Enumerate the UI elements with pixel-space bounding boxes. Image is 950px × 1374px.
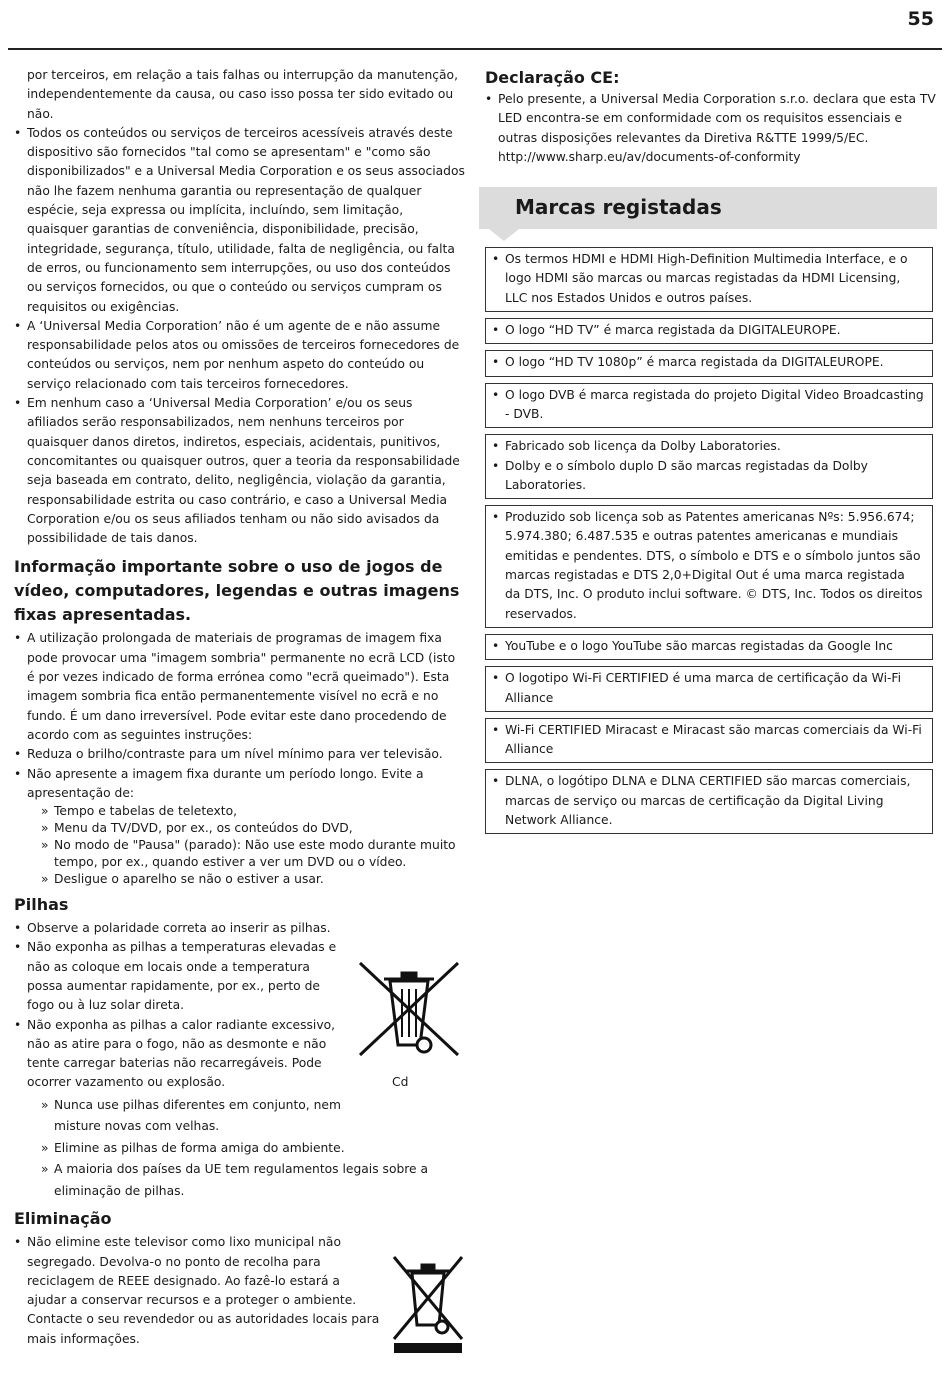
- trademark-box: [485, 350, 933, 376]
- disclaimer-list: [14, 124, 466, 549]
- list-item: • O logo “HD TV” é marca registada da DIGITALEUROPE.: [492, 321, 924, 340]
- right-column: [485, 66, 936, 840]
- trademark-box: [485, 434, 933, 499]
- trademarks-banner: [479, 187, 937, 229]
- sub-item: » Desligue o aparelho se não o estiver a usar.: [41, 871, 466, 888]
- list-item: • Fabricado sob licença da Dolby Laboratories.: [492, 437, 924, 456]
- disposal-section: [14, 1233, 466, 1349]
- trademark-box: [485, 769, 933, 834]
- sub-item: » Elimine as pilhas de forma amiga do ambiente.: [41, 1138, 466, 1160]
- weee-bin-icon: [392, 1255, 464, 1355]
- trademark-box: [485, 383, 933, 429]
- sub-item: » Tempo e tabelas de teletexto,: [41, 803, 466, 820]
- trademark-box: [485, 666, 933, 712]
- batteries-section: [14, 919, 466, 1093]
- banner-pointer: [489, 229, 519, 241]
- intro-continuation: por terceiros, em relação a tais falhas ou interrupção da manutenção, independentemente da causa, ou caso isso possa ter sido evitado ou não.: [27, 68, 458, 121]
- batteries-heading: Pilhas: [14, 895, 69, 915]
- sub-item: » A maioria dos países da UE tem regulamentos legais sobre a eliminação de pilhas.: [41, 1159, 466, 1202]
- header-rule: [8, 48, 942, 50]
- sub-item: » Menu da TV/DVD, por ex., os conteúdos do DVD,: [41, 820, 466, 837]
- batteries-sublist: [41, 1095, 466, 1203]
- list-item: • O logo “HD TV 1080p” é marca registada da DIGITALEUROPE.: [492, 353, 924, 372]
- page-number: 55: [907, 8, 934, 30]
- list-item: • Não apresente a imagem fixa durante um período longo. Evite a apresentação de:: [14, 765, 466, 804]
- ce-heading: Declaração CE:: [485, 68, 620, 87]
- left-column: [14, 66, 466, 1349]
- list-item: • Não exponha as pilhas a calor radiante excessivo, não as atire para o fogo, não as desmonte e não tente carregar baterias não recarregáveis. Pode ocorrer vazamento ou explosão.: [14, 1016, 339, 1093]
- list-item: • Produzido sob licença sob as Patentes americanas Nºs: 5.956.674; 5.974.380; 6.487.535 e outras patentes americanas e mundiais emitidas e pendentes. DTS, o símbolo e DTS e o símbolo juntos são marcas registadas e DTS 2,0+Digital Out é uma marca registada da DTS, Inc. O produto inclui software. © DTS, Inc. Todos os direitos reservados.: [492, 508, 924, 624]
- games-sublist: [41, 803, 466, 888]
- disposal-heading: Eliminação: [14, 1209, 112, 1229]
- list-item: • Não elimine este televisor como lixo municipal não segregado. Devolva-o no ponto de recolha para reciclagem de REEE designado. Ao fazê-lo estará a ajudar a conservar recursos e a proteger o ambiente. Contacte o seu revendedor ou as autoridades locais para mais informações.: [14, 1233, 382, 1349]
- ce-list: [485, 90, 936, 167]
- trademark-box: [485, 318, 933, 344]
- list-item: • Em nenhum caso a ‘Universal Media Corporation’ e/ou os seus afiliados serão responsabilizados, nem nenhuns terceiros por quaisquer danos diretos, indiretos, especiais, acidentais, punitivos, concomitantes ou quaisquer outros, quer a teoria da responsabilidade seja baseada em contrato, delito, negligência, violação da garantia, responsabilidade estrita ou caso contrário, e caso a Universal Media Corporation e/ou os seus afiliados tenham ou não sido avisados da possibilidade de tais danos.: [14, 394, 466, 548]
- list-item: • Todos os conteúdos ou serviços de terceiros acessíveis através deste dispositivo são fornecidos "tal como se apresentam" e "como são disponibilizados" e a Universal Media Corporation e os seus associados não lhe fazem nenhuma garantia ou representação de qualquer espécie, seja expressa ou implícita, incluíndo, sem limitação, quaisquer garantias de conveniência, disponibilidade, precisão, integridade, segurança, título, utilidade, falta de negligência, ou falta de erros, ou funcionamento sem interrupções, ou uso dos conteúdos ou serviços fornecidos, ou que o conteúdo ou serviços cumpram os requisitos ou exigências.: [14, 124, 466, 317]
- list-item: • DLNA, o logótipo DLNA e DLNA CERTIFIED são marcas comerciais, marcas de serviço ou marcas de certificação da Digital Living Network Alliance.: [492, 772, 924, 830]
- sub-item: » Nunca use pilhas diferentes em conjunto, nem misture novas com velhas.: [41, 1095, 341, 1138]
- trademarks-heading: Marcas registadas: [515, 195, 722, 220]
- crossed-out-bin-icon: [358, 959, 462, 1059]
- list-item: • Wi-Fi CERTIFIED Miracast e Miracast são marcas comerciais da Wi-Fi Alliance: [492, 721, 924, 760]
- list-item: • Os termos HDMI e HDMI High-Definition Multimedia Interface, e o logo HDMI são marcas ou marcas registadas da HDMI Licensing, LLC nos Estados Unidos e outros países.: [492, 250, 924, 308]
- list-item: • YouTube e o logo YouTube são marcas registadas da Google Inc: [492, 637, 924, 656]
- list-item: • Observe a polaridade correta ao inserir as pilhas.: [14, 919, 466, 938]
- trademark-boxes: [485, 247, 936, 834]
- list-item: • A utilização prolongada de materiais de programas de imagem fixa pode provocar uma "imagem sombria" permanente no ecrã LCD (isto é por vezes indicado de forma errónea como "ecrã queimado"). Esta imagem sombria fica então permanentemente visível no ecrã e no fundo. É um dano irreversível. Pode evitar este dano procedendo de acordo com as seguintes instruções:: [14, 629, 466, 745]
- list-item: • Reduza o brilho/contraste para um nível mínimo para ver televisão.: [14, 745, 466, 764]
- cd-label: Cd: [392, 1075, 409, 1090]
- trademark-box: [485, 505, 933, 628]
- list-item: • A ‘Universal Media Corporation’ não é um agente de e não assume responsabilidade pelos atos ou omissões de terceiros fornecedores de conteúdos ou serviços, nem por nenhum aspeto do conteúdo ou serviço relacionado com tais terceiros fornecedores.: [14, 317, 466, 394]
- games-heading: Informação importante sobre o uso de jogos de vídeo, computadores, legendas e outras imagens fixas apresentadas.: [14, 557, 460, 625]
- trademark-box: [485, 634, 933, 660]
- list-item: • Não exponha as pilhas a temperaturas elevadas e não as coloque em locais onde a temperatura possa aumentar rapidamente, por ex., perto de fogo ou à luz solar direta.: [14, 938, 339, 1015]
- games-list: [14, 629, 466, 803]
- list-item: • Dolby e o símbolo duplo D são marcas registadas da Dolby Laboratories.: [492, 457, 924, 496]
- list-item: • O logotipo Wi-Fi CERTIFIED é uma marca de certificação da Wi-Fi Alliance: [492, 669, 924, 708]
- trademark-box: [485, 718, 933, 764]
- sub-item: » No modo de "Pausa" (parado): Não use este modo durante muito tempo, por ex., quando estiver a ver um DVD ou o vídeo.: [41, 837, 466, 871]
- list-item: • O logo DVB é marca registada do projeto Digital Video Broadcasting - DVB.: [492, 386, 924, 425]
- list-item: • Pelo presente, a Universal Media Corporation s.r.o. declara que esta TV LED encontra-se em conformidade com os requisitos essenciais e outras disposições relevantes da Diretiva R&TTE 1999/5/EC. http://www.sharp.eu/av/documents-of-conformity: [485, 90, 936, 167]
- trademark-box: [485, 247, 933, 312]
